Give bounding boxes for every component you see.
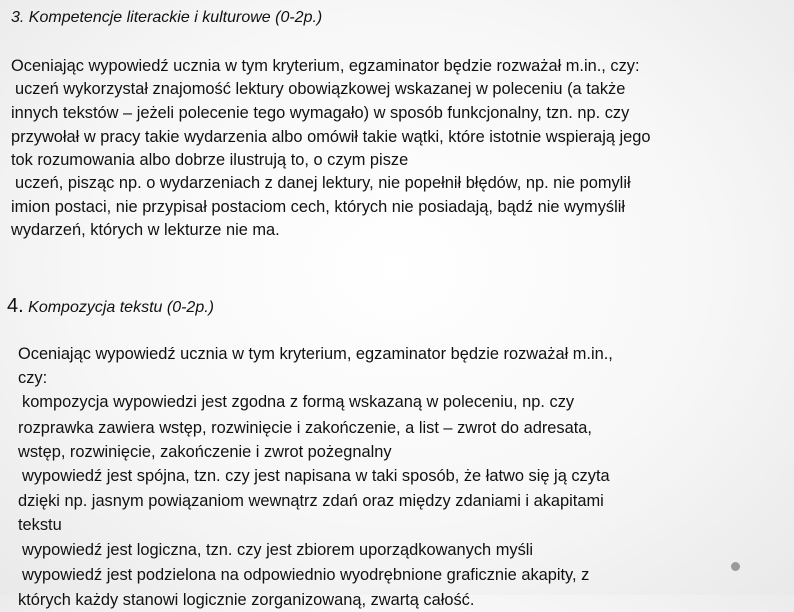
section-3-bullet-2-line-3: wydarzeń, których w lekturze nie ma. bbox=[11, 221, 280, 240]
section-4-intro-line-1: Oceniając wypowiedź ucznia w tym kryterium, egzaminator będzie rozważał m.in., bbox=[18, 345, 613, 363]
section-4-bullet-1-line-3: wstęp, rozwinięcie, zakończenie i zwrot pożegnalny bbox=[18, 442, 392, 461]
slide-decoration-dot bbox=[731, 562, 740, 571]
section-4-body bbox=[18, 342, 788, 612]
section-4-number: 4. bbox=[7, 295, 24, 317]
section-4-bullet-2-line-3: tekstu bbox=[18, 516, 62, 535]
section-3-bullet-1-line-2: innych tekstów – jeżeli polecenie tego wymagało) w sposób funkcjonalny, tzn. np. czy bbox=[11, 104, 630, 123]
section-3-intro: Oceniając wypowiedź ucznia w tym kryterium, egzaminator będzie rozważał m.in., czy: bbox=[11, 57, 640, 75]
section-4-bullet-2-line-1: wypowiedź jest spójna, tzn. czy jest napisana w taki sposób, że łatwo się ją czyta bbox=[22, 467, 610, 486]
section-4-bullet-1-line-1: kompozycja wypowiedzi jest zgodna z formą wskazaną w poleceniu, np. czy bbox=[22, 393, 575, 412]
section-4-bullet-1-line-2: rozprawka zawiera wstęp, rozwinięcie i zakończenie, a list – zwrot do adresata, bbox=[18, 418, 592, 437]
section-4-bullet-2-line-2: dzięki np. jasnym powiązaniom wewnątrz zdań oraz między zdaniami i akapitami bbox=[18, 492, 604, 511]
section-4-bullet-4-line-1: wypowiedź jest podzielona na odpowiednio wyodrębnione graficznie akapity, z bbox=[22, 565, 590, 584]
section-3-bullet-2-line-1: uczeń, pisząc np. o wydarzeniach z danej lektury, nie popełnił błędów, np. nie pomylił bbox=[15, 174, 631, 193]
section-3-bullet-1-line-3: przywołał w pracy takie wydarzenia albo omówił takie wątki, które istotnie wspierają jego bbox=[11, 127, 651, 146]
section-3-body bbox=[11, 55, 794, 243]
section-4-bullet-4-line-2: których każdy stanowi logicznie zorganizowaną, zwartą całość. bbox=[18, 591, 475, 610]
section-3-bullet-2-line-2: imion postaci, nie przypisał postaciom cech, których nie posiadają, bądź nie wymyślił bbox=[11, 198, 626, 217]
section-3-title: 3. Kompetencje literackie i kulturowe (0-2p.) bbox=[11, 9, 323, 26]
section-4-bullet-3-line-1: wypowiedź jest logiczna, tzn. czy jest zbiorem uporządkowanych myśli bbox=[22, 540, 534, 559]
section-4-intro-line-2: czy: bbox=[18, 369, 48, 388]
section-4-title: 4. Kompozycja tekstu (0-2p.) bbox=[7, 295, 214, 317]
section-3-bullet-1-line-1: uczeń wykorzystał znajomość lektury obowiązkowej wskazanej w poleceniu (a także bbox=[15, 80, 626, 99]
section-3-bullet-1-line-4: tok rozumowania albo dobrze ilustrują to, o czym pisze bbox=[11, 150, 409, 169]
